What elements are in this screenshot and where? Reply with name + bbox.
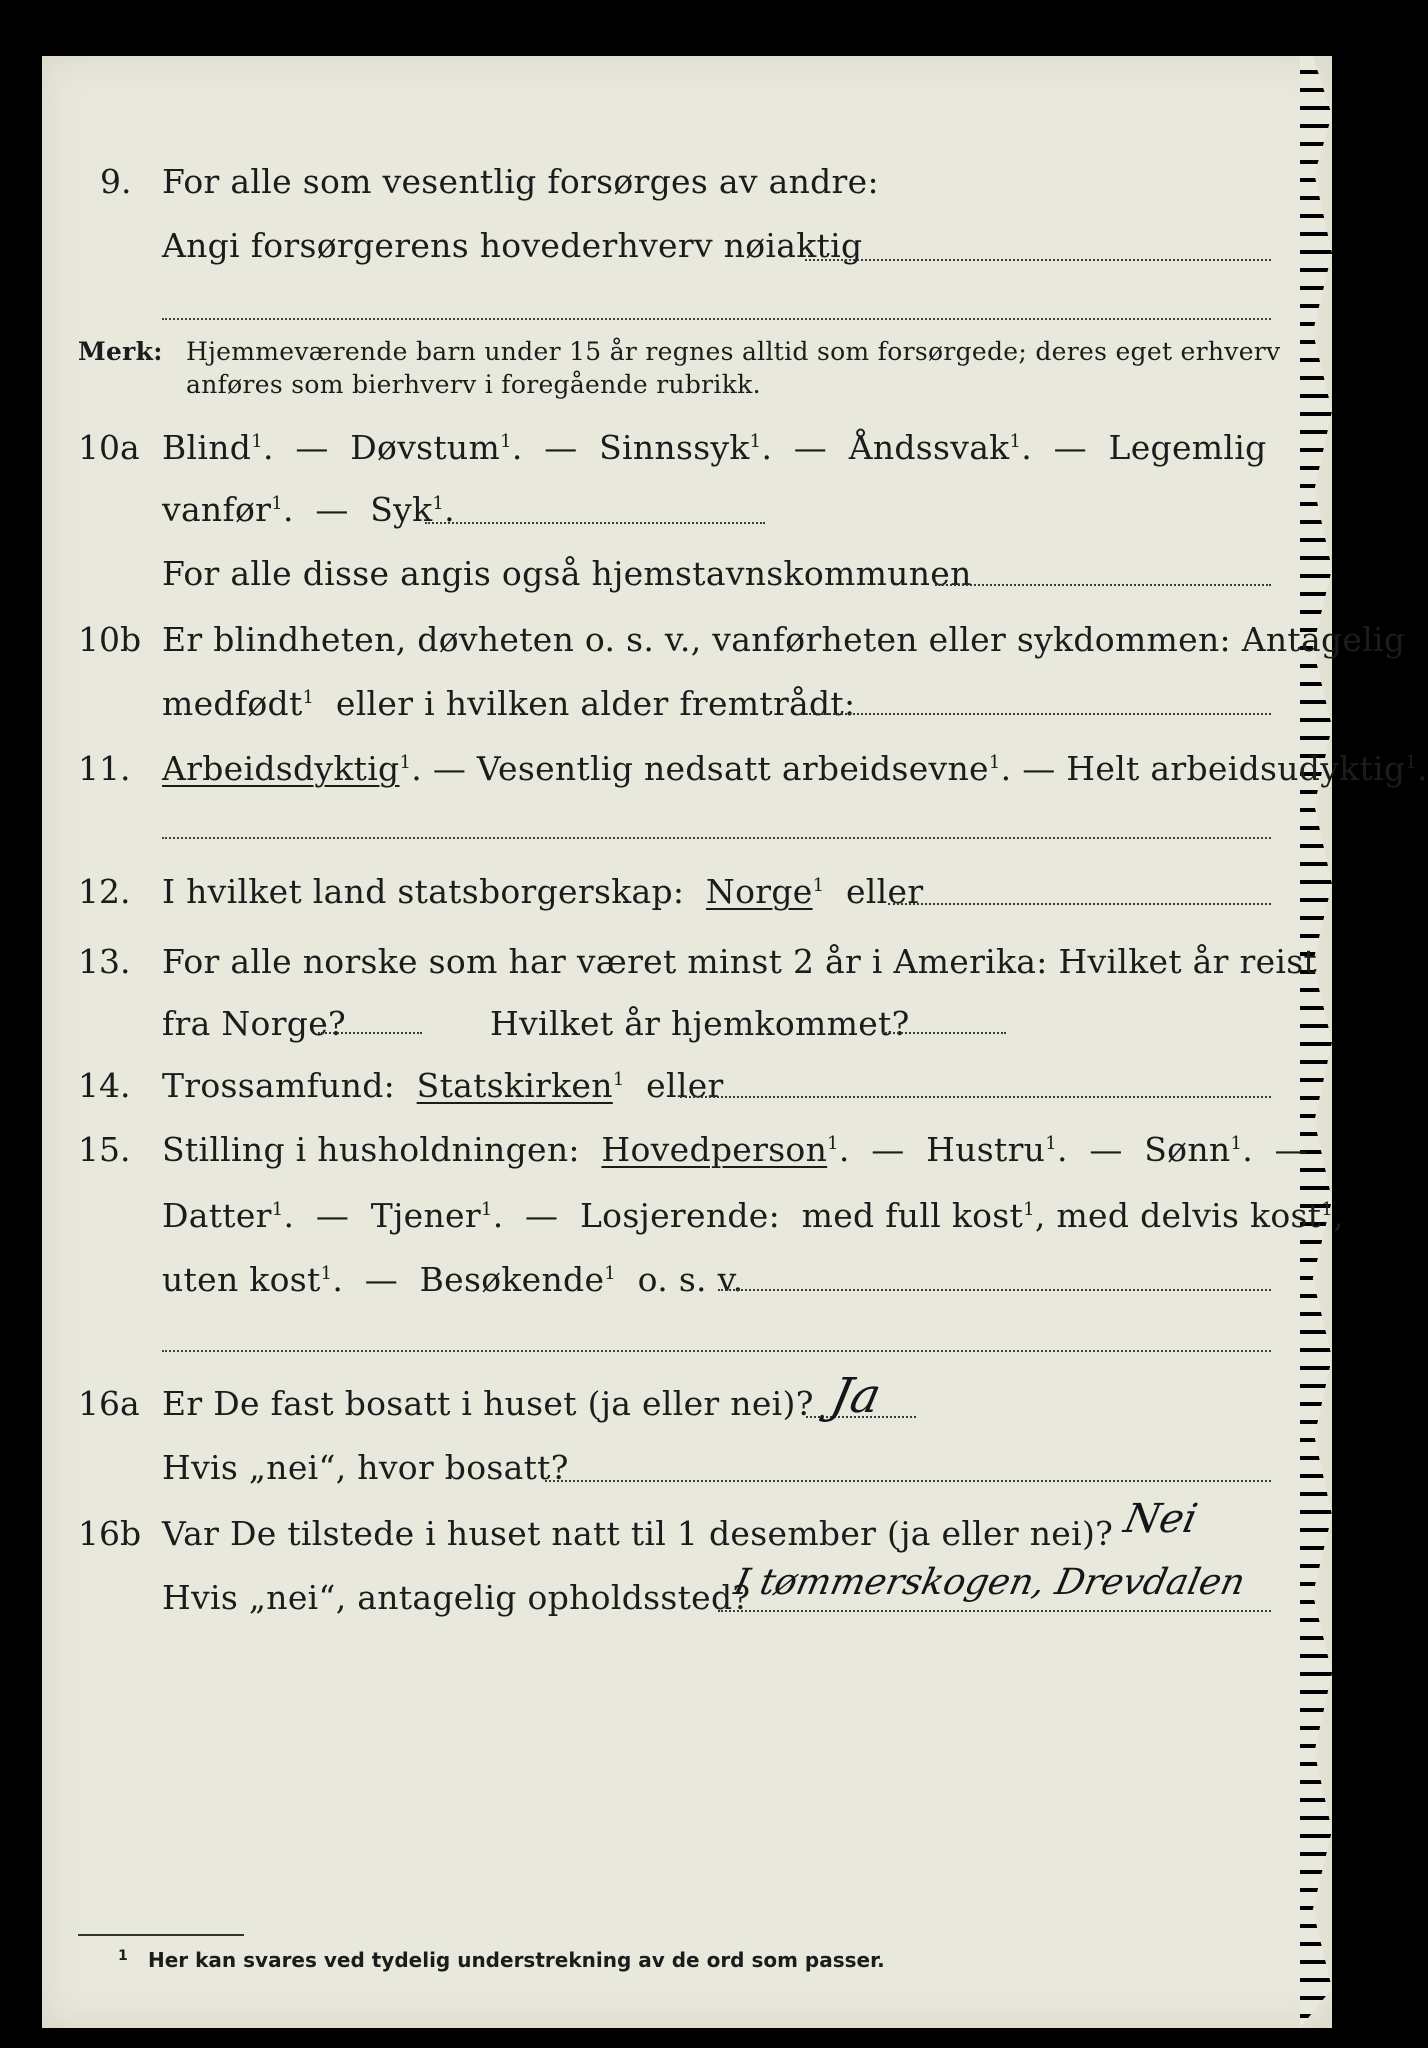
q13-hjem: Hvilket år hjemkommet? bbox=[490, 1004, 910, 1043]
q16a-line1: Er De fast bosatt i huset (ja eller nei)? bbox=[162, 1384, 814, 1423]
q11-number: 11. bbox=[78, 749, 131, 788]
q10b-number: 10b bbox=[78, 620, 142, 659]
option-arbeidsdyktig[interactable]: Arbeidsdyktig bbox=[162, 749, 400, 788]
footnote-ref: 1 bbox=[271, 1199, 284, 1220]
footnote-ref: 1 bbox=[1321, 1199, 1334, 1220]
option-hovedperson[interactable]: Hovedperson bbox=[601, 1130, 828, 1169]
footnote-ref: 1 bbox=[320, 1263, 333, 1284]
q16a-line2: Hvis „nei“, hvor bosatt? bbox=[162, 1448, 569, 1487]
q16a-number: 16a bbox=[78, 1384, 140, 1423]
footnote-ref: 1 bbox=[1045, 1133, 1057, 1154]
q9-line2: Angi forsørgerens hovederhverv nøiaktig bbox=[162, 226, 863, 265]
option-tjener[interactable]: Tjener bbox=[370, 1196, 481, 1235]
footnote-ref: 1 bbox=[827, 1133, 839, 1154]
q16a-handwritten-answer: Ja bbox=[826, 1368, 886, 1424]
option-norge[interactable]: Norge bbox=[705, 872, 813, 911]
option-vesentlig-nedsatt[interactable]: Vesentlig nedsatt arbeidsevne bbox=[476, 749, 989, 788]
merk-label: Merk: bbox=[78, 337, 163, 366]
q15-line2: Datter$^1$. — Tjener$^1$. — Losjerende: med full kost$^1$, med delvis kost$^1$, bbox=[162, 1196, 1344, 1235]
q12-eller: eller bbox=[845, 872, 924, 911]
q16a-bosatt-line bbox=[545, 1480, 1271, 1482]
footnote-ref: 1 bbox=[1405, 752, 1418, 773]
q11-line: Arbeidsdyktig$^1$. — Vesentlig nedsatt arbeidsevne$^1$. — Helt arbeidsudyktig$^1$. bbox=[162, 749, 1428, 788]
option-blind[interactable]: Blind bbox=[162, 428, 252, 467]
q14-line bbox=[162, 1066, 724, 1105]
q16b-number: 16b bbox=[78, 1514, 142, 1553]
q15-text: Stilling i husholdningen: bbox=[162, 1130, 580, 1169]
footnote-ref: 1 bbox=[604, 1263, 617, 1284]
option-syk[interactable]: Syk bbox=[370, 490, 433, 529]
footnote-mark: 1 bbox=[118, 1948, 128, 1964]
option-hustru[interactable]: Hustru bbox=[926, 1130, 1046, 1169]
q15-losjerende: Losjerende: bbox=[579, 1196, 781, 1235]
merk-line1: Hjemmeværende barn under 15 år regnes alltid som forsørgede; deres eget erhverv bbox=[186, 337, 1281, 366]
option-dovstum[interactable]: Døvstum bbox=[350, 428, 501, 467]
option-vanfor[interactable]: vanfør bbox=[162, 490, 272, 529]
q9-line1: For alle som vesentlig forsørges av andre: bbox=[162, 162, 879, 201]
q10b-answer-line bbox=[800, 713, 1271, 715]
footnote-ref: 1 bbox=[251, 431, 264, 452]
q13-hjemkommet-line bbox=[882, 1032, 1006, 1034]
option-medfodt[interactable]: medfødt bbox=[162, 684, 303, 723]
q10a-number: 10a bbox=[78, 428, 140, 467]
footnote-ref: 1 bbox=[271, 493, 283, 514]
q14-number: 14. bbox=[78, 1066, 131, 1105]
footnote-ref: 1 bbox=[480, 1199, 493, 1220]
footnote-text: Her kan svares ved tydelig understrekning av de ord som passer. bbox=[148, 1948, 885, 1972]
q13-fra: fra Norge? bbox=[162, 1004, 347, 1043]
q12-line bbox=[162, 872, 923, 911]
q15-line3: uten kost$^1$. — Besøkende$^1$ o. s. v. bbox=[162, 1260, 744, 1299]
q10a-hjemstavn: For alle disse angis også hjemstavnskommunen bbox=[162, 554, 972, 593]
merk-line2: anføres som bierhverv i foregående rubrikk. bbox=[186, 370, 761, 399]
q10a-hjemstavn-line bbox=[935, 584, 1271, 586]
option-besokende[interactable]: Besøkende bbox=[419, 1260, 605, 1299]
q15-answer-line-2 bbox=[162, 1350, 1271, 1352]
q10b-line2 bbox=[162, 684, 855, 723]
q15-line1: Stilling i husholdningen: Hovedperson$^1$. — Hustru$^1$. — Sønn$^1$. — bbox=[162, 1130, 1308, 1169]
option-uten-kost[interactable]: uten kost bbox=[162, 1260, 321, 1299]
option-sonn[interactable]: Sønn bbox=[1144, 1130, 1231, 1169]
q13-line1: For alle norske som har været minst 2 år i Amerika: Hvilket år reist bbox=[162, 942, 1318, 981]
footnote-rule bbox=[78, 1934, 244, 1936]
q16b-handwritten-place: I tømmerskogen, Drevdalen bbox=[730, 1562, 1249, 1603]
footnote-ref: 1 bbox=[1009, 431, 1022, 452]
q10b-line2-rest: eller i hvilken alder fremtrådt: bbox=[335, 684, 856, 723]
option-full-kost[interactable]: med full kost bbox=[801, 1196, 1024, 1235]
q10b-line1: Er blindheten, døvheten o. s. v., vanførheten eller sykdommen: Antagelig bbox=[162, 620, 1406, 659]
footnote-ref: 1 bbox=[500, 431, 512, 452]
q15-osv: o. s. v. bbox=[637, 1260, 744, 1299]
q15-number: 15. bbox=[78, 1130, 131, 1169]
q9-number: 9. bbox=[100, 162, 132, 201]
option-helt-arbeidsudyktig[interactable]: Helt arbeidsudyktig bbox=[1066, 749, 1406, 788]
q16b-line2: Hvis „nei“, antagelig opholdssted? bbox=[162, 1578, 751, 1617]
footnote-ref: 1 bbox=[612, 1069, 625, 1090]
footnote-ref: 1 bbox=[988, 752, 1001, 773]
footnote-ref: 1 bbox=[1230, 1133, 1243, 1154]
q16b-opholdssted-line bbox=[718, 1610, 1271, 1612]
q13-number: 13. bbox=[78, 942, 131, 981]
footnote-ref: 1 bbox=[432, 493, 445, 514]
q16b-handwritten-answer: Nei bbox=[1120, 1496, 1202, 1542]
footnote-ref: 1 bbox=[749, 431, 762, 452]
option-legemlig[interactable]: Legemlig bbox=[1108, 428, 1267, 467]
q11-answer-line bbox=[162, 837, 1271, 839]
option-datter[interactable]: Datter bbox=[162, 1196, 272, 1235]
q10a-line1: Blind$^1$. — Døvstum$^1$. — Sinnssyk$^1$. — Åndssvak$^1$. — Legemlig bbox=[162, 428, 1267, 467]
option-statskirken[interactable]: Statskirken bbox=[416, 1066, 613, 1105]
q12-number: 12. bbox=[78, 872, 131, 911]
q15-answer-line bbox=[718, 1289, 1271, 1291]
q14-text: Trossamfund: bbox=[162, 1066, 396, 1105]
q12-answer-line bbox=[888, 903, 1271, 905]
q14-eller: eller bbox=[646, 1066, 724, 1105]
q13-reist-line bbox=[318, 1032, 422, 1034]
footnote-ref: 1 bbox=[1023, 1199, 1035, 1220]
q10a-line2: vanfør$^1$. — Syk$^1$. bbox=[162, 490, 455, 529]
footnote-ref: 1 bbox=[302, 687, 315, 708]
footnote-ref: 1 bbox=[812, 875, 825, 896]
q9-answer-line bbox=[805, 259, 1271, 261]
option-andssvak[interactable]: Åndssvak bbox=[848, 428, 1010, 467]
q14-answer-line bbox=[680, 1096, 1271, 1098]
q16b-line1: Var De tilstede i huset natt til 1 desember (ja eller nei)? bbox=[162, 1514, 1114, 1553]
footnote-ref: 1 bbox=[399, 752, 412, 773]
q10a-syk-line bbox=[425, 522, 765, 524]
option-sinnssyk[interactable]: Sinnssyk bbox=[599, 428, 750, 467]
q12-text: I hvilket land statsborgerskap: bbox=[162, 872, 685, 911]
q9-answer-line-2 bbox=[162, 318, 1271, 320]
option-delvis-kost[interactable]: med delvis kost bbox=[1056, 1196, 1322, 1235]
